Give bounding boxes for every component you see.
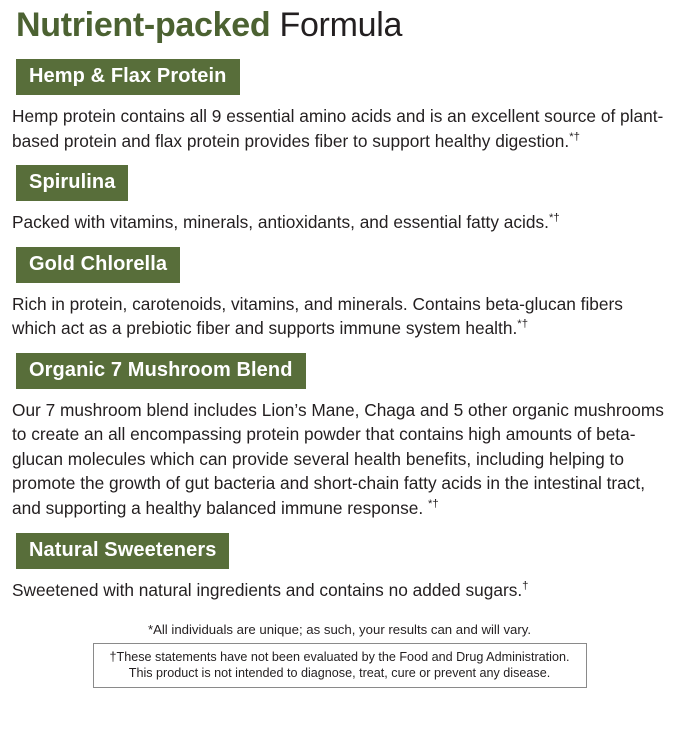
section-tag: Natural Sweeteners (16, 533, 229, 569)
section-tag: Gold Chlorella (16, 247, 180, 283)
section-hemp-flax-protein (8, 59, 671, 153)
section-body (12, 210, 671, 235)
section-tag: Spirulina (16, 165, 128, 201)
section-body-text: Sweetened with natural ingredients and contains no added sugars. (12, 579, 523, 600)
page-title-accent: Nutrient-packed (16, 6, 271, 44)
section-body-marks: *† (427, 498, 439, 511)
section-gold-chlorella (8, 247, 671, 341)
section-body (12, 104, 671, 153)
section-organic-7-mushroom-blend (8, 353, 671, 521)
section-body (12, 578, 671, 603)
section-body (12, 292, 671, 341)
page-title-plain: Formula (270, 6, 403, 44)
footnote-asterisk: *All individuals are unique; as such, your results can and will vary. (147, 622, 532, 638)
section-tag: Hemp & Flax Protein (16, 59, 240, 95)
section-body-marks: *† (517, 318, 529, 331)
section-body (12, 398, 671, 521)
fda-disclaimer-box (93, 643, 587, 688)
section-spirulina (8, 165, 671, 235)
section-body-text: Hemp protein contains all 9 essential amino acids and is an excellent source of plant-based protein and flax protein provides fiber to support healthy digestion. (12, 106, 664, 151)
section-body-marks: *† (569, 130, 580, 143)
page-title (8, 0, 671, 47)
section-body-marks: † (522, 579, 529, 592)
fda-disclaimer-line-1: †These statements have not been evaluated by the Food and Drug Administration. (109, 650, 570, 665)
section-body-text: Our 7 mushroom blend includes Lion’s Mane, Chaga and 5 other organic mushrooms to create an all encompassing protein powder that contains high amounts of beta-glucan molecules which can provide several health benefits, including helping to promote the growth of gut bacteria and short-chain fatty acids in the intestinal tract, and supporting a healthy balanced immune response. (12, 399, 664, 519)
section-body-text: Packed with vitamins, minerals, antioxidants, and essential fatty acids. (12, 212, 549, 233)
section-body-text: Rich in protein, carotenoids, vitamins, and minerals. Contains beta-glucan fibers which act as a prebiotic fiber and supports immune system health. (12, 293, 623, 339)
fda-disclaimer-line-2: This product is not intended to diagnose, treat, cure or prevent any disease. (128, 666, 551, 681)
section-natural-sweeteners (8, 533, 671, 603)
section-tag: Organic 7 Mushroom Blend (16, 353, 306, 389)
section-body-marks: *† (548, 212, 560, 225)
